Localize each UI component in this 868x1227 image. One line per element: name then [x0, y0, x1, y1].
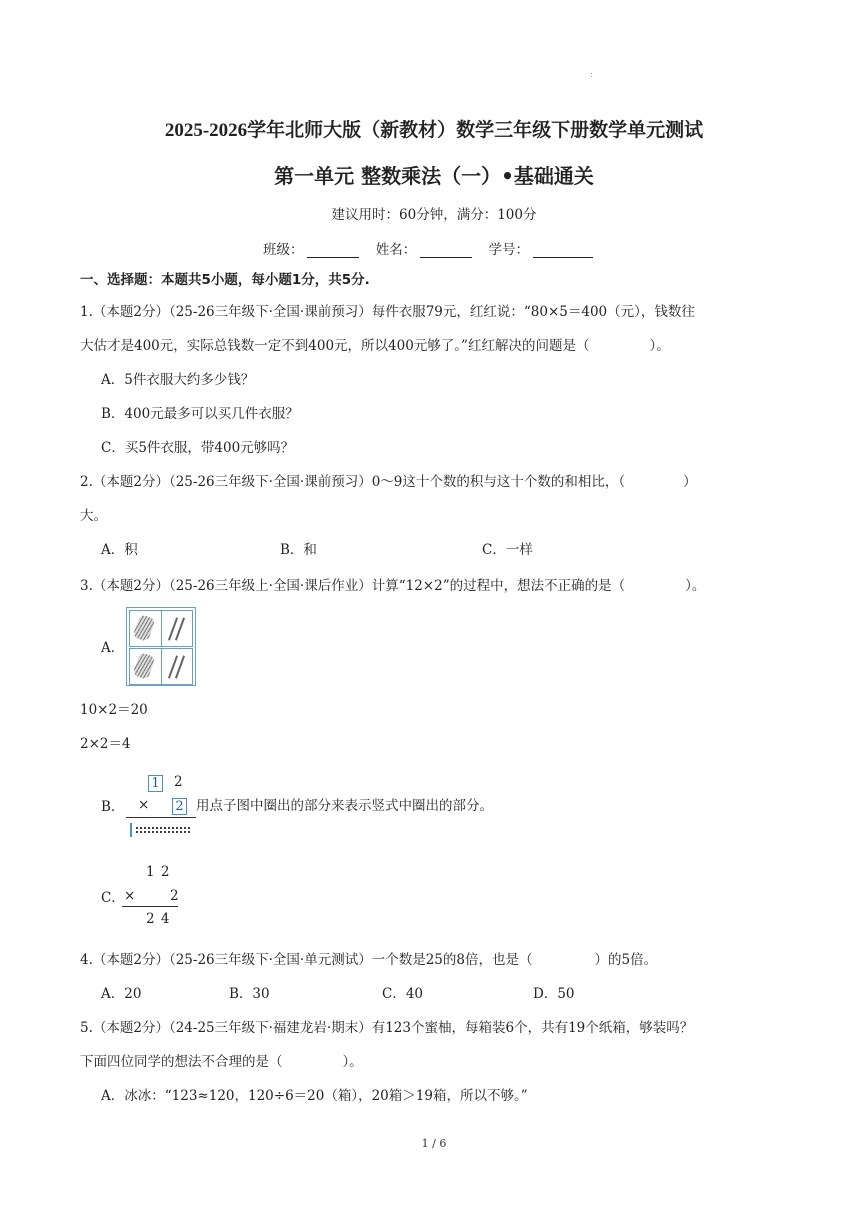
q3-line1-end: ）。 [685, 578, 706, 594]
q4-option-a[interactable]: A．20 [101, 986, 142, 1002]
q5-line2 [80, 1052, 363, 1072]
name-label: 姓名： [375, 242, 417, 258]
q3-line1-text: 3.（本题2分）（25-26三年级上·全国·课后作业）计算“12×2”的过程中，想法不正确的是（ [80, 578, 626, 594]
q2-line1-text: 2.（本题2分）（25-26三年级下·全国·课前预习）0～9这十个数的积与这十个数的和相比，（ [80, 474, 626, 490]
q3-option-a-label[interactable]: A． [101, 640, 125, 656]
q5-line1: 5.（本题2分）（24-25三年级下·福建龙岩·期末）有123个蜜柚，每箱装6个，共有19个纸箱，够装吗？ [80, 1020, 694, 1036]
q3-b-top-digit: 2 [174, 774, 183, 790]
q1-option-b[interactable]: B．400元最多可以买几件衣服？ [101, 406, 299, 422]
stick-bundle-icon [130, 651, 158, 681]
q3-b-times: × [138, 797, 150, 813]
q3-b-text: 用点子图中圈出的部分来表示竖式中圈出的部分。 [196, 798, 493, 814]
q1-line2-end: ）。 [649, 338, 670, 354]
q1-option-a[interactable]: A．5件衣服大约多少钱？ [101, 372, 255, 388]
q4-line1-text: 4.（本题2分）（25-26三年级下·全国·单元测试）一个数是25的8倍，也是（ [80, 952, 533, 968]
q3-b-rule [126, 817, 196, 818]
section-heading: 一、选择题：本题共5小题，每小题1分，共5分. [80, 272, 370, 288]
q3-c-result: 2 4 [146, 911, 171, 927]
q3-b-box-2: 2 [172, 795, 187, 815]
q3-c-times: × [124, 888, 136, 904]
loose-sticks-icon [163, 613, 191, 643]
name-blank[interactable] [420, 243, 472, 258]
sticks-row-1 [129, 610, 193, 647]
q3-c-top: 1 2 [146, 864, 171, 880]
loose-sticks-icon [163, 651, 191, 681]
exam-meta: 建议用时：60分钟，满分：100分 [331, 207, 537, 223]
q3-a-equation-1: 10×2＝20 [80, 702, 148, 718]
page-number: 1 / 6 [421, 1137, 447, 1150]
q4-line1-end: ）的5倍。 [594, 952, 658, 968]
q3-c-rule [122, 906, 178, 907]
q1-line2-text: 大估才是400元，实际总钱数一定不到400元，所以400元够了。”红红解决的问题是（ [80, 338, 590, 354]
q2-option-c[interactable]: C．一样 [482, 542, 533, 558]
sticks-row-2 [129, 648, 193, 685]
q3-a-equation-2: 2×2＝4 [80, 736, 131, 752]
exam-subtitle: 第一单元 整数乘法（一）•基础通关 [274, 164, 594, 188]
class-label: 班级： [262, 242, 304, 258]
class-blank[interactable] [307, 243, 359, 258]
q4-option-c[interactable]: C．40 [382, 986, 424, 1002]
q2-line1-end: ） [683, 474, 697, 490]
q2-line2: 大。 [80, 508, 107, 524]
q3-c-mid: 2 [170, 888, 179, 904]
q3-option-c-label[interactable]: C． [101, 890, 125, 906]
q1-line1: 1.（本题2分）（25-26三年级下·全国·课前预习）每件衣服79元，红红说：“80×5＝400（元），钱数往 [80, 304, 695, 320]
q2-option-a[interactable]: A．积 [101, 542, 138, 558]
q4-option-d[interactable]: D．50 [533, 986, 575, 1002]
q2-option-b[interactable]: B．和 [280, 542, 317, 558]
q1-option-c[interactable]: C．买5件衣服，带400元够吗？ [101, 440, 295, 456]
id-blank[interactable] [533, 243, 593, 258]
stick-bundle-icon [130, 613, 158, 643]
q3-b-box-1: 1 [148, 772, 163, 792]
corner-mark: : [590, 70, 594, 80]
student-info-line [0, 238, 868, 258]
q2-line1 [80, 472, 697, 492]
q4-line1 [80, 950, 657, 970]
q4-option-b[interactable]: B．30 [229, 986, 270, 1002]
id-label: 学号： [488, 242, 530, 258]
dot-array-picture [130, 823, 192, 837]
counting-sticks-picture [126, 607, 196, 686]
q5-line2-text: 下面四位同学的想法不合理的是（ [80, 1054, 283, 1070]
q1-line2 [80, 336, 670, 356]
q5-option-a[interactable]: A．冰冰：“123≈120，120÷6＝20（箱），20箱＞19箱，所以不够。” [101, 1088, 528, 1104]
q3-option-b-label[interactable]: B． [101, 799, 125, 815]
q5-line2-end: ）。 [342, 1054, 363, 1070]
q3-line1 [80, 576, 705, 596]
exam-title: 2025-2026学年北师大版（新教材）数学三年级下册数学单元测试 [164, 120, 704, 141]
